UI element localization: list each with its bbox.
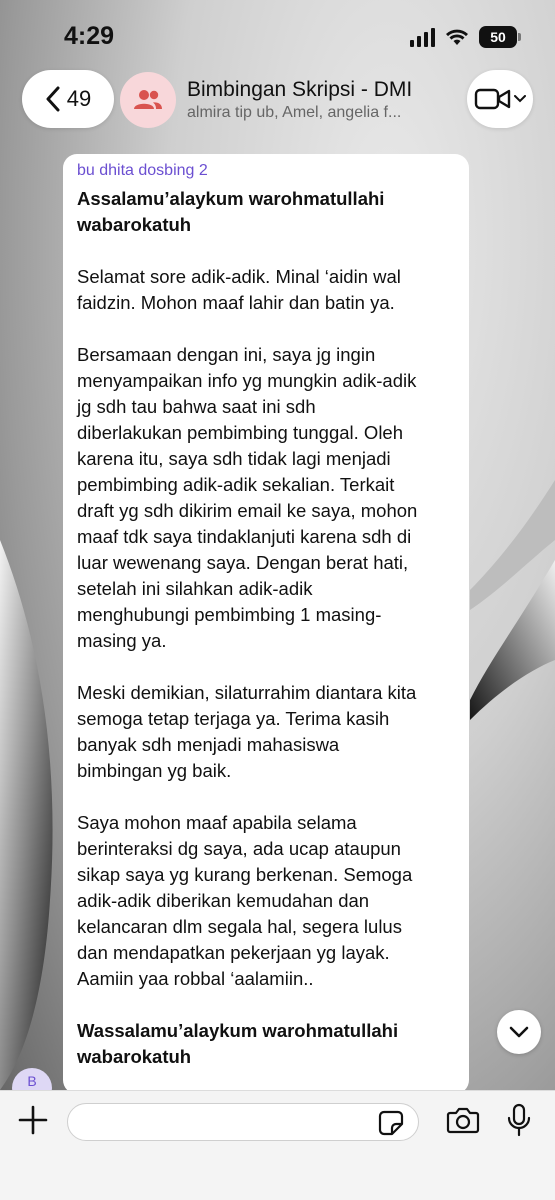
message-line: banyak sdh menjadi mahasiswa <box>77 734 340 755</box>
message-line: dan mendapatkan pekerjaan yg layak. <box>77 942 390 963</box>
message-line: menyampaikan info yg mungkin adik-adik <box>77 370 417 391</box>
message-blank-line <box>77 654 455 680</box>
message-bubble[interactable] <box>63 154 469 1094</box>
chat-header <box>0 70 555 134</box>
message-blank-line <box>77 316 455 342</box>
sticker-button[interactable] <box>378 1110 404 1136</box>
message-line: Selamat sore adik-adik. Minal ‘aidin wal <box>77 266 401 287</box>
message-line: menghubungi pembimbing 1 masing- <box>77 604 382 625</box>
message-line: Aamiin yaa robbal ‘aalamiin.. <box>77 968 314 989</box>
message-line: luar wewenang saya. Dengan berat hati, <box>77 552 409 573</box>
sender-avatar-initial: B <box>27 1073 37 1089</box>
wifi-icon <box>445 28 469 46</box>
battery-icon <box>479 26 517 48</box>
message-blank-line <box>77 784 455 810</box>
composer-bar <box>0 1090 555 1200</box>
message-sender[interactable]: bu dhita dosbing 2 <box>77 162 208 179</box>
message-input[interactable] <box>67 1103 419 1141</box>
message-line: berinteraksi dg saya, ada ucap ataupun <box>77 838 401 859</box>
scroll-down-button[interactable] <box>497 1010 541 1054</box>
status-time: 4:29 <box>64 22 115 50</box>
microphone-icon <box>506 1103 532 1137</box>
chevron-left-icon <box>45 86 61 112</box>
message-line: diberlakukan pembimbing tunggal. Oleh <box>77 422 404 443</box>
chevron-down-icon <box>514 95 526 103</box>
message-line: Bersamaan dengan ini, saya jg ingin <box>77 344 376 365</box>
message-line: faidzin. Mohon maaf lahir dan batin ya. <box>77 292 395 313</box>
message-line: Meski demikian, silaturrahim diantara kita <box>77 682 417 703</box>
message-blank-line <box>77 992 455 1018</box>
attach-button[interactable] <box>16 1103 50 1137</box>
message-line: maaf tdk saya tindaklanjuti karena sdh di <box>77 526 412 547</box>
message-line: setelah ini silahkan adik-adik <box>77 578 313 599</box>
message-line: jg sdh tau bahwa saat ini sdh <box>77 396 316 417</box>
message-line: bimbingan yg baik. <box>77 760 232 781</box>
message-line: adik-adik diberikan kemudahan dan <box>77 890 370 911</box>
message-blank-line <box>77 238 455 264</box>
video-call-button[interactable] <box>467 70 533 128</box>
message-line: wabarokatuh <box>77 1046 192 1067</box>
message-line: Wassalamu’alaykum warohmatullahi <box>77 1020 399 1041</box>
video-camera-icon <box>474 87 512 111</box>
message-line: semoga tetap terjaga ya. Terima kasih <box>77 708 390 729</box>
unread-count: 49 <box>66 86 92 111</box>
sticker-icon <box>378 1110 404 1136</box>
message-line: sikap saya yg kurang berkenan. Semoga <box>77 864 413 885</box>
back-button[interactable] <box>22 70 114 128</box>
chevron-down-icon <box>509 1026 529 1038</box>
message-line: wabarokatuh <box>77 214 192 235</box>
message-line: Assalamu’alaykum warohmatullahi <box>77 188 385 209</box>
group-members[interactable]: almira tip ub, Amel, angelia f... <box>187 104 402 121</box>
message-line: kelancaran dlm segala hal, segera lulus <box>77 916 402 937</box>
message-line: karena itu, saya sdh tidak lagi menjadi <box>77 448 391 469</box>
status-bar <box>0 0 555 70</box>
group-title[interactable]: Bimbingan Skripsi - DMI <box>187 78 413 101</box>
group-avatar[interactable] <box>120 72 176 128</box>
message-line: pembimbing adik-adik sekalian. Terkait <box>77 474 395 495</box>
status-icons <box>410 24 517 50</box>
microphone-button[interactable] <box>506 1103 532 1137</box>
message-line: masing ya. <box>77 630 167 651</box>
plus-icon <box>18 1105 48 1135</box>
message-line: draft yg sdh dikirim email ke saya, mohon <box>77 500 418 521</box>
group-icon <box>133 89 163 111</box>
message-body <box>77 186 455 1070</box>
cellular-signal-icon <box>410 27 435 47</box>
camera-button[interactable] <box>446 1105 480 1135</box>
message-line: Saya mohon maaf apabila selama <box>77 812 357 833</box>
battery-level: 50 <box>490 29 506 45</box>
camera-icon <box>446 1105 480 1135</box>
